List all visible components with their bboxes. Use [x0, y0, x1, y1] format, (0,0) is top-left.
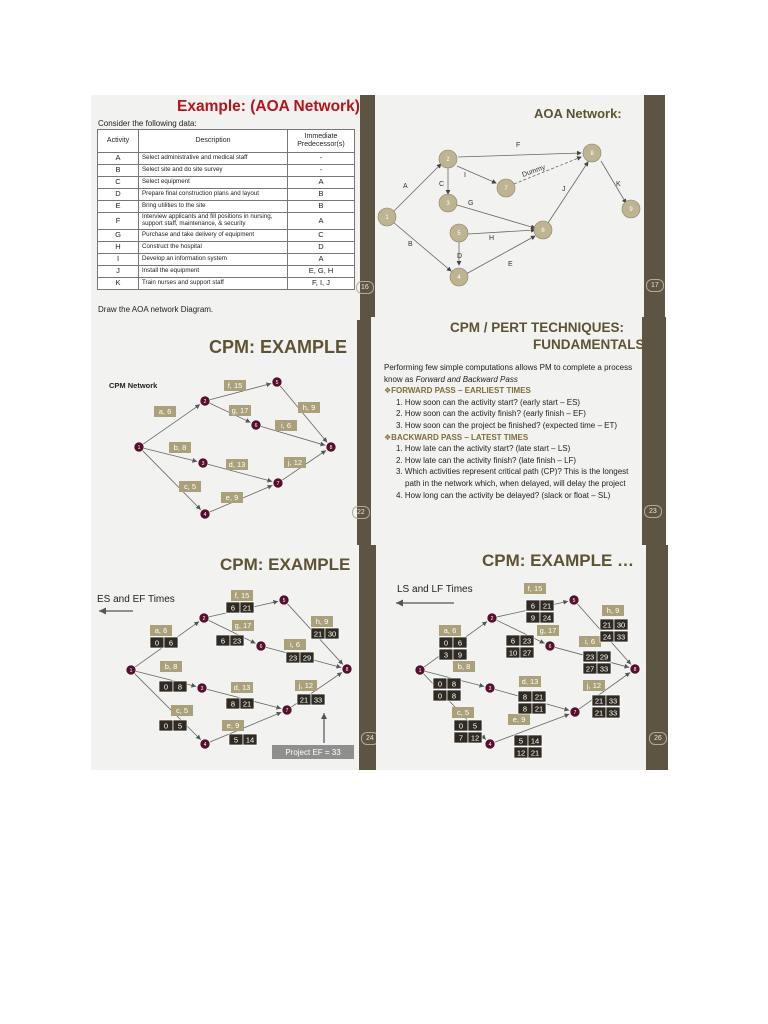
activity-cell: G — [98, 230, 139, 242]
backward-item-continuation: path in the network which, when delayed, will delay the project — [405, 478, 626, 488]
time-value: 21 — [594, 696, 604, 706]
time-value: 29 — [599, 652, 609, 662]
edge-j — [548, 162, 588, 223]
activity-cell: C — [98, 177, 139, 189]
time-value: 29 — [302, 653, 312, 663]
activity-label: a, 6 — [154, 626, 168, 635]
time-value: 0 — [437, 691, 443, 701]
backward-item: 2. How late can the activity finish? (late finish – LF) — [396, 455, 577, 465]
time-value: 21 — [242, 603, 252, 613]
backward-pass-heading: ❖BACKWARD PASS – LATEST TIMES — [384, 432, 529, 442]
cpm-node-label: 7 — [276, 481, 280, 487]
cpm-node-label: 1 — [137, 445, 141, 451]
activity-label: b, 8 — [173, 443, 187, 452]
cpm-node-label: 3 — [200, 686, 204, 692]
activity-table — [97, 129, 355, 290]
activity-label: b, 8 — [164, 662, 178, 671]
time-value: 6 — [168, 638, 174, 648]
description-cell: Interview applicants and fill positions in nursing, support staff, maintenance, & security — [139, 213, 288, 230]
time-value: 21 — [299, 695, 309, 705]
slide-24-title: CPM: EXAMPLE — [220, 555, 351, 574]
time-value: 21 — [534, 704, 544, 714]
time-value: 30 — [616, 620, 626, 630]
time-value: 0 — [443, 638, 449, 648]
cpm-node-label: 3 — [488, 686, 492, 692]
slide-22-page-number: 22 — [352, 506, 370, 519]
predecessor-cell: - — [288, 165, 355, 177]
cpm-ls-lf-diagram — [376, 545, 646, 770]
activity-label: g, 17 — [231, 406, 249, 415]
time-value: 8 — [522, 704, 528, 714]
slide-26-title: CPM: EXAMPLE … — [482, 551, 635, 570]
activity-label: i, 6 — [280, 421, 292, 430]
time-value: 23 — [522, 636, 532, 646]
table-row — [98, 230, 355, 242]
time-value: 0 — [458, 721, 464, 731]
slide-26-page-number: 26 — [649, 732, 667, 745]
time-value: 9 — [530, 613, 536, 623]
predecessor-cell: - — [288, 153, 355, 165]
forward-item: 1. How soon can the activity start? (early start – ES) — [396, 397, 581, 407]
cpm-node-label: 7 — [285, 708, 289, 714]
slide-23-intro-line1: Performing few simple computations allows PM to complete a process — [384, 363, 633, 372]
time-value: 6 — [220, 636, 226, 646]
time-value: 5 — [177, 721, 183, 731]
slide-23-page-number: 23 — [644, 505, 662, 518]
edge-a — [393, 164, 441, 212]
slide-24-page-number: 24 — [361, 732, 379, 745]
predecessor-cell: E, G, H — [288, 266, 355, 278]
cpm-node-label: 6 — [259, 644, 263, 650]
time-value: 7 — [458, 733, 464, 743]
time-value: 9 — [457, 650, 463, 660]
time-value: 23 — [232, 636, 242, 646]
forward-pass-heading-text: FORWARD PASS – EARLIEST TIMES — [391, 386, 531, 396]
predecessor-cell: B — [288, 189, 355, 201]
activity-label: g, 17 — [234, 621, 252, 630]
description-cell: Purchase and take delivery of equipment — [139, 230, 288, 242]
slide-16-footer: Draw the AOA network Diagram. — [98, 305, 214, 314]
backward-item: 1. How late can the activity start? (late start – LS) — [396, 444, 571, 454]
time-value: 21 — [242, 699, 252, 709]
time-value: 27 — [522, 648, 532, 658]
time-value: 33 — [313, 695, 323, 705]
slide-16-intro: Consider the following data: — [98, 119, 197, 128]
activity-label: e, 9 — [225, 493, 239, 502]
cpm-node-label: 3 — [201, 461, 205, 467]
activity-cell: E — [98, 201, 139, 213]
activity-label: b, 8 — [457, 662, 471, 671]
slide-23-body — [384, 362, 642, 501]
edge-i — [457, 166, 496, 183]
activity-label: j, 12 — [298, 681, 314, 690]
activity-label: d, 13 — [233, 683, 251, 692]
time-value: 0 — [154, 638, 160, 648]
label-g: G — [468, 200, 474, 207]
description-cell: Train nurses and support staff — [139, 278, 288, 290]
activity-cell: I — [98, 254, 139, 266]
cpm-node-label: 4 — [203, 742, 207, 748]
forward-item: 2. How soon can the activity finish? (early finish – EF) — [396, 409, 586, 419]
table-row — [98, 153, 355, 165]
time-value: 23 — [288, 653, 298, 663]
activity-label: h, 9 — [302, 403, 316, 412]
time-value: 21 — [534, 692, 544, 702]
cpm-node-label: 5 — [572, 598, 576, 604]
time-value: 8 — [230, 699, 236, 709]
slide-23-intro-italic: Forward and Backward Pass — [415, 374, 518, 384]
edge-h — [468, 230, 535, 234]
activity-label: e, 9 — [226, 721, 240, 730]
activity-label: i, 6 — [584, 637, 596, 646]
table-row — [98, 165, 355, 177]
slide-16-page-number: 16 — [356, 281, 374, 294]
edge-e — [466, 236, 535, 274]
cpm-node-label: 1 — [129, 668, 133, 674]
label-e: E — [508, 261, 513, 268]
aoa-node-3-label: 3 — [446, 201, 450, 207]
project-ef-label: Project EF = 33 — [285, 748, 341, 757]
edge-b — [393, 222, 451, 271]
cpm-node-label: 2 — [202, 616, 206, 622]
col-activity: Activity — [98, 130, 139, 153]
cpm-node-label: 5 — [275, 380, 279, 386]
time-value: 21 — [542, 601, 552, 611]
col-description: Description — [139, 130, 288, 153]
slide-24 — [91, 545, 379, 770]
activity-cell: J — [98, 266, 139, 278]
time-value: 0 — [437, 679, 443, 689]
activity-label: h, 9 — [606, 606, 620, 615]
aoa-node-6-label: 6 — [541, 228, 545, 234]
aoa-node-9-label: 9 — [629, 207, 633, 213]
cpm-edge — [143, 451, 201, 510]
time-value: 5 — [233, 735, 239, 745]
activity-label: d, 13 — [521, 677, 539, 686]
forward-pass-heading: ❖FORWARD PASS – EARLIEST TIMES — [384, 386, 531, 396]
aoa-network-diagram — [375, 95, 645, 320]
slide-26-caption: LS and LF Times — [397, 584, 473, 595]
slide-17-page-number: 17 — [646, 279, 664, 292]
label-i: I — [464, 172, 466, 179]
table-row — [98, 278, 355, 290]
activity-cell: B — [98, 165, 139, 177]
time-value: 8 — [177, 682, 183, 692]
edge-f — [458, 153, 581, 157]
slide-22 — [91, 320, 374, 547]
col-predecessors: Immediate Predecessor(s) — [288, 130, 355, 153]
activity-cell: D — [98, 189, 139, 201]
table-row — [98, 201, 355, 213]
slide-16-title: Example: (AOA Network) — [177, 98, 360, 115]
predecessor-cell: B — [288, 201, 355, 213]
predecessor-cell: D — [288, 242, 355, 254]
slide-23-title-line1: CPM / PERT TECHNIQUES: — [450, 320, 625, 335]
activity-label: f, 15 — [227, 381, 243, 390]
time-value: 6 — [510, 636, 516, 646]
time-value: 8 — [451, 679, 457, 689]
time-value: 12 — [470, 733, 480, 743]
table-row — [98, 242, 355, 254]
aoa-node-1-label: 1 — [385, 215, 389, 221]
cpm-node-label: 8 — [329, 445, 333, 451]
label-b: B — [408, 241, 413, 248]
cpm-node-label: 8 — [633, 667, 637, 673]
description-cell: Select equipment — [139, 177, 288, 189]
time-value: 24 — [542, 613, 552, 623]
label-d: D — [457, 253, 463, 260]
time-value: 6 — [457, 638, 463, 648]
time-value: 3 — [443, 650, 449, 660]
activity-label: c, 5 — [183, 482, 197, 491]
aoa-node-8-label: 8 — [590, 151, 594, 157]
activity-cell: K — [98, 278, 139, 290]
activity-cell: F — [98, 213, 139, 230]
label-j: J — [562, 186, 566, 193]
aoa-node-5-label: 5 — [457, 231, 461, 237]
table-row — [98, 254, 355, 266]
time-value: 27 — [585, 664, 595, 674]
table-row — [98, 266, 355, 278]
description-cell: Bring utilities to the site — [139, 201, 288, 213]
activity-label: f, 15 — [234, 591, 250, 600]
time-value: 23 — [585, 652, 595, 662]
activity-label: e, 9 — [512, 715, 526, 724]
cpm-network-diagram — [91, 320, 356, 547]
time-value: 21 — [594, 708, 604, 718]
aoa-node-7-label: 7 — [504, 186, 508, 192]
aoa-node-4-label: 4 — [457, 275, 461, 281]
activity-label: a, 6 — [158, 407, 172, 416]
slide-17 — [375, 95, 665, 320]
time-value: 30 — [327, 629, 337, 639]
time-value: 33 — [616, 632, 626, 642]
time-value: 33 — [608, 696, 618, 706]
time-value: 5 — [518, 736, 524, 746]
time-value: 10 — [508, 648, 518, 658]
slide-17-title: AOA Network: — [534, 106, 622, 121]
cpm-node-label: 1 — [418, 668, 422, 674]
time-value: 21 — [602, 620, 612, 630]
activity-label: i, 6 — [289, 640, 301, 649]
cpm-node-label: 4 — [203, 512, 207, 518]
activity-label: d, 13 — [228, 460, 246, 469]
time-value: 6 — [230, 603, 236, 613]
slide-22-subtitle: CPM Network — [109, 381, 158, 390]
cpm-node-label: 6 — [548, 644, 552, 650]
table-row — [98, 189, 355, 201]
cpm-node-label: 8 — [345, 667, 349, 673]
description-cell: Construct the hospital — [139, 242, 288, 254]
activity-label: h, 9 — [315, 617, 329, 626]
time-value: 8 — [451, 691, 457, 701]
activity-label: f, 15 — [527, 584, 543, 593]
activity-label: j, 12 — [586, 681, 602, 690]
cpm-node-label: 5 — [282, 598, 286, 604]
time-value: 12 — [516, 748, 526, 758]
predecessor-cell: A — [288, 177, 355, 189]
cpm-node-label: 2 — [490, 616, 494, 622]
time-value: 8 — [522, 692, 528, 702]
activity-label: c, 5 — [456, 708, 470, 717]
time-value: 24 — [602, 632, 612, 642]
description-cell: Select administrative and medical staff — [139, 153, 288, 165]
slide-16 — [91, 95, 378, 320]
predecessor-cell: A — [288, 213, 355, 230]
label-dummy: Dummy — [521, 164, 547, 179]
description-cell: Install the equipment — [139, 266, 288, 278]
label-c: C — [439, 181, 445, 188]
label-h: H — [489, 235, 495, 242]
cpm-node-label: 4 — [488, 742, 492, 748]
label-f: F — [516, 142, 521, 149]
table-row — [98, 177, 355, 189]
predecessor-cell: A — [288, 254, 355, 266]
activity-cell: A — [98, 153, 139, 165]
backward-item: 3. Which activities represent critical path (CP)? This is the longest — [396, 467, 629, 477]
description-cell: Select site and do site survey — [139, 165, 288, 177]
predecessor-cell: F, I, J — [288, 278, 355, 290]
time-value: 14 — [530, 736, 540, 746]
slide-23-intro-line2 — [384, 374, 642, 386]
slide-22-title: CPM: EXAMPLE — [209, 337, 348, 357]
time-value: 6 — [530, 601, 536, 611]
forward-item: 3. How soon can the project be finished? (expected time – ET) — [396, 420, 618, 430]
label-k: K — [616, 181, 621, 188]
activity-label: g, 17 — [539, 626, 557, 635]
cpm-es-ef-diagram — [91, 545, 359, 770]
slide-23-intro-prefix: know as — [384, 374, 416, 384]
activity-label: j, 12 — [287, 458, 303, 467]
description-cell: Develop an information system — [139, 254, 288, 266]
time-value: 14 — [245, 735, 255, 745]
label-a: A — [403, 183, 408, 190]
slide-23-title-line2: FUNDAMENTALS — [533, 337, 645, 352]
description-cell: Prepare final construction plans and layout — [139, 189, 288, 201]
time-value: 0 — [163, 721, 169, 731]
aoa-node-2-label: 2 — [446, 157, 450, 163]
slide-23 — [371, 317, 666, 545]
time-value: 5 — [472, 721, 478, 731]
slide-26 — [376, 545, 668, 770]
time-value: 33 — [599, 664, 609, 674]
time-value: 0 — [163, 682, 169, 692]
time-value: 33 — [608, 708, 618, 718]
cpm-node-label: 6 — [254, 423, 258, 429]
table-row — [98, 213, 355, 230]
time-value: 21 — [530, 748, 540, 758]
edge-g — [457, 205, 535, 228]
cpm-node-label: 2 — [203, 399, 207, 405]
activity-label: a, 6 — [443, 626, 457, 635]
edge-k — [601, 161, 626, 203]
time-value: 21 — [313, 629, 323, 639]
backward-pass-heading-text: BACKWARD PASS – LATEST TIMES — [391, 432, 529, 442]
activity-label: c, 5 — [175, 706, 189, 715]
slide-24-caption: ES and EF Times — [97, 594, 175, 605]
activity-cell: H — [98, 242, 139, 254]
backward-item: 4. How long can the activity be delayed? (slack or float – SL) — [396, 490, 611, 500]
cpm-node-label: 7 — [573, 710, 577, 716]
predecessor-cell: C — [288, 230, 355, 242]
